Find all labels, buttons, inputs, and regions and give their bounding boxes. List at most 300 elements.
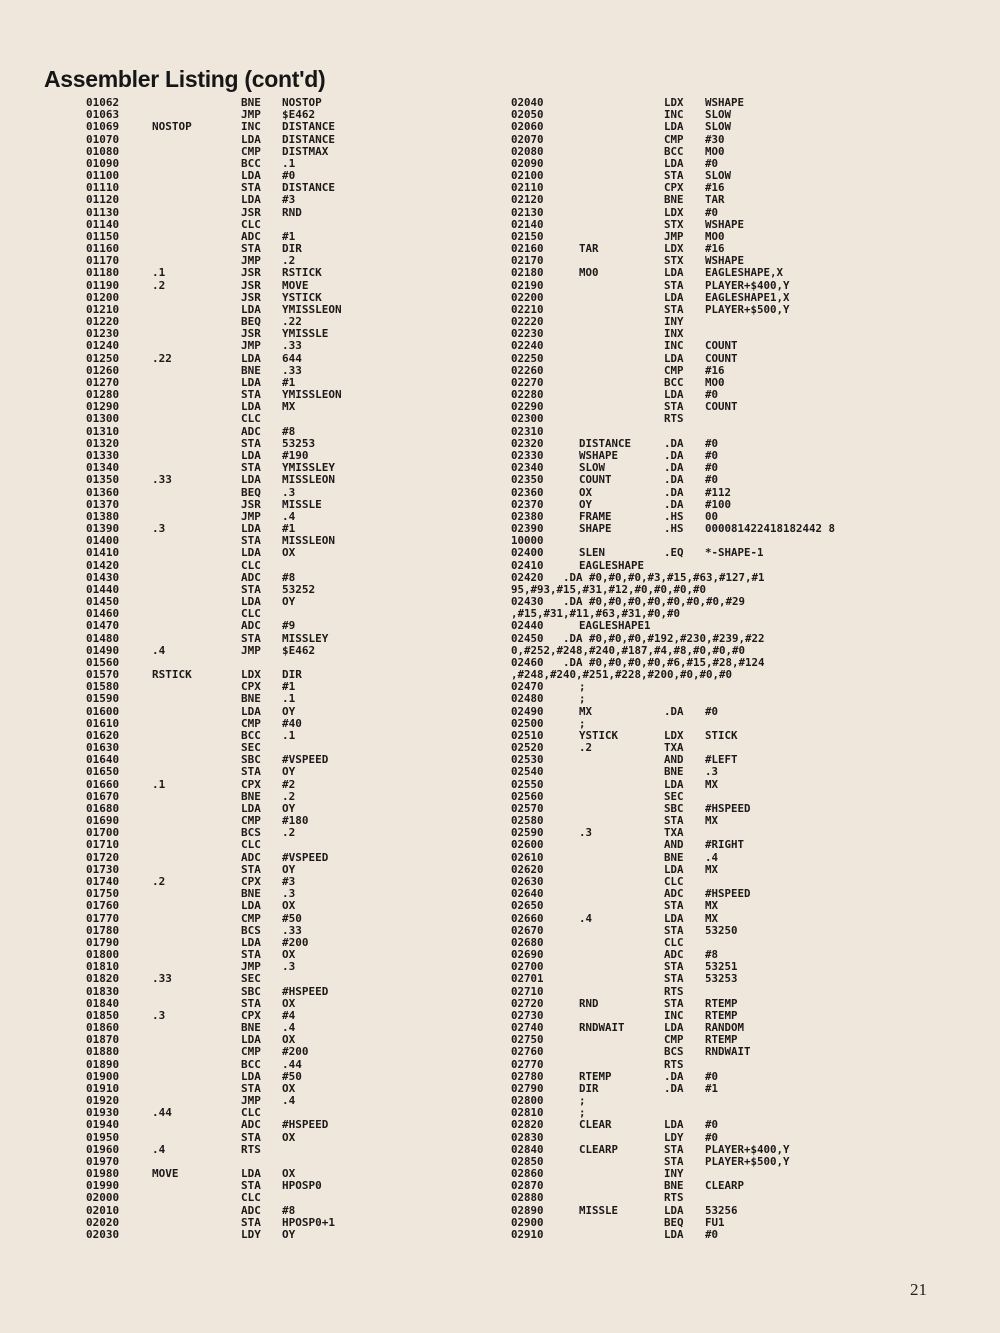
opcode: .DA	[664, 436, 684, 450]
line-number: 02640	[511, 887, 544, 901]
operand: OY	[282, 862, 296, 876]
opcode: STA	[241, 948, 261, 962]
opcode: CMP	[664, 1033, 684, 1047]
operand: OX	[282, 1081, 296, 1095]
line-number: 02390	[511, 522, 544, 536]
opcode: LDA	[241, 193, 261, 207]
listing-line	[86, 413, 491, 425]
operand: OY	[282, 595, 296, 609]
line-number: 02400	[511, 546, 544, 560]
line-number: 01790	[86, 935, 120, 949]
label: MO0	[579, 266, 599, 280]
opcode: JMP	[664, 229, 684, 243]
listing-line	[86, 706, 491, 718]
operand: SLOW	[705, 120, 732, 134]
opcode: LDA	[664, 1118, 684, 1132]
line-number: 02570	[511, 801, 544, 815]
listing-line	[511, 961, 981, 973]
line-number: 01990	[86, 1179, 120, 1193]
opcode: STA	[241, 461, 261, 475]
label: .3	[579, 826, 593, 840]
label: MISSLE	[579, 1203, 619, 1217]
opcode: CLC	[241, 412, 261, 426]
opcode: STA	[241, 242, 261, 256]
operand: #LEFT	[705, 753, 738, 767]
operand: .3	[282, 887, 296, 901]
listing-line	[511, 389, 981, 401]
listing-line	[86, 645, 491, 657]
listing-line	[86, 900, 491, 912]
label: OY	[579, 497, 593, 511]
opcode: STA	[664, 814, 684, 828]
listing-line	[86, 426, 491, 438]
line-number: 01140	[86, 217, 120, 231]
line-number: 01450	[86, 595, 120, 609]
listing-line	[511, 1059, 981, 1071]
line-number: 01610	[86, 716, 120, 730]
line-number: 02710	[511, 984, 544, 998]
listing-line	[511, 547, 981, 559]
continuation-text: 02430 .DA #0,#0,#0,#0,#0,#0,#0,#29	[511, 595, 746, 609]
opcode: TXA	[664, 826, 684, 840]
operand: #8	[705, 948, 719, 962]
opcode: JSR	[241, 327, 261, 341]
line-number: 02720	[511, 996, 544, 1010]
opcode: CPX	[241, 777, 261, 791]
operand: *-SHAPE-1	[705, 546, 764, 560]
line-number: 01860	[86, 1021, 120, 1035]
line-number: 02290	[511, 400, 544, 414]
label: ;	[579, 716, 586, 730]
operand: TAR	[705, 193, 725, 207]
opcode: INC	[664, 339, 684, 353]
operand: #40	[282, 716, 302, 730]
operand: MX	[705, 911, 719, 925]
operand: YMISSLE	[282, 327, 329, 341]
line-number: 01210	[86, 302, 120, 316]
opcode: INC	[241, 120, 261, 134]
operand: .3	[705, 765, 719, 779]
line-number: 01830	[86, 984, 120, 998]
opcode: INC	[664, 108, 684, 122]
operand: .33	[282, 339, 302, 353]
opcode: BCC	[241, 156, 261, 170]
operand: 53252	[282, 582, 316, 596]
line-number: 02620	[511, 862, 544, 876]
listing-line	[86, 730, 491, 742]
line-number: 02760	[511, 1045, 544, 1059]
line-number: 02120	[511, 193, 544, 207]
line-number: 01770	[86, 911, 120, 925]
opcode: SBC	[241, 984, 261, 998]
listing-line	[511, 742, 981, 754]
line-number: 02340	[511, 461, 544, 475]
operand: #16	[705, 181, 725, 195]
operand: COUNT	[705, 400, 738, 414]
operand: SLOW	[705, 108, 732, 122]
operand: #1	[282, 680, 296, 694]
opcode: LDX	[664, 205, 684, 219]
operand: WSHAPE	[705, 254, 745, 268]
label: TAR	[579, 242, 599, 256]
line-number: 02880	[511, 1191, 544, 1205]
opcode: .DA	[664, 461, 684, 475]
opcode: STA	[664, 400, 684, 414]
operand: HPOSP0	[282, 1179, 322, 1193]
operand: #200	[282, 935, 309, 949]
opcode: LDA	[241, 169, 261, 183]
opcode: STA	[664, 899, 684, 913]
line-number: 01940	[86, 1118, 120, 1132]
line-number: 01920	[86, 1094, 120, 1108]
line-number: 02500	[511, 716, 544, 730]
opcode: JMP	[241, 1094, 261, 1108]
operand: RTEMP	[705, 1008, 738, 1022]
listing-line	[511, 413, 981, 425]
line-number: 02520	[511, 741, 544, 755]
opcode: STA	[241, 1081, 261, 1095]
listing-line	[511, 194, 981, 206]
line-number: 02080	[511, 144, 544, 158]
opcode: STA	[241, 1130, 261, 1144]
line-number: 02740	[511, 1021, 544, 1035]
opcode: STA	[664, 169, 684, 183]
listing-line	[511, 925, 981, 937]
line-number: 01350	[86, 473, 120, 487]
line-number: 01230	[86, 327, 120, 341]
opcode: AND	[664, 753, 684, 767]
operand: #1	[282, 522, 296, 536]
operand: #HSPEED	[705, 801, 751, 815]
line-number: 01700	[86, 826, 120, 840]
opcode: LDA	[241, 132, 261, 146]
line-number: 01260	[86, 363, 120, 377]
line-number: 01680	[86, 801, 120, 815]
opcode: STA	[241, 388, 261, 402]
listing-line	[511, 426, 981, 438]
opcode: .DA	[664, 1081, 684, 1095]
label: .33	[152, 473, 172, 487]
label: CLEARP	[579, 1142, 619, 1156]
line-number: 02190	[511, 278, 544, 292]
opcode: AND	[664, 838, 684, 852]
listing-line	[86, 620, 491, 632]
listing-line	[511, 134, 981, 146]
line-number: 02680	[511, 935, 544, 949]
listing-line	[511, 754, 981, 766]
opcode: LDA	[241, 473, 261, 487]
listing-line	[511, 706, 981, 718]
line-number: 01810	[86, 960, 120, 974]
line-number: 01980	[86, 1167, 120, 1181]
line-number: 02550	[511, 777, 544, 791]
opcode: RTS	[664, 412, 684, 426]
operand: WSHAPE	[705, 96, 745, 109]
operand: .33	[282, 363, 302, 377]
operand: #0	[705, 1130, 719, 1144]
line-number: 01100	[86, 169, 120, 183]
operand: #180	[282, 814, 309, 828]
line-number: 02690	[511, 948, 544, 962]
opcode: LDX	[664, 728, 684, 742]
operand: #0	[705, 1118, 719, 1132]
opcode: LDA	[664, 388, 684, 402]
listing-line	[86, 267, 491, 279]
opcode: CMP	[241, 144, 261, 158]
opcode: STA	[664, 960, 684, 974]
operand: NOSTOP	[282, 96, 322, 109]
label: ;	[579, 692, 586, 706]
line-number: 02240	[511, 339, 544, 353]
line-number: 02770	[511, 1057, 544, 1071]
listing-line	[511, 888, 981, 900]
opcode: JSR	[241, 205, 261, 219]
listing-line	[86, 1059, 491, 1071]
label: DIR	[579, 1081, 599, 1095]
operand: OY	[282, 801, 296, 815]
opcode: JMP	[241, 254, 261, 268]
listing-line	[86, 779, 491, 791]
listing-line	[511, 158, 981, 170]
opcode: LDY	[664, 1130, 684, 1144]
listing-line	[511, 852, 981, 864]
continuation-text: ,#15,#31,#11,#63,#31,#0,#0	[511, 607, 681, 621]
line-number: 02780	[511, 1069, 544, 1083]
operand: RTEMP	[705, 996, 738, 1010]
opcode: STA	[664, 1154, 684, 1168]
line-number: 02030	[86, 1227, 120, 1241]
operand: #16	[705, 363, 725, 377]
opcode: BNE	[241, 1021, 261, 1035]
line-number: 01240	[86, 339, 120, 353]
listing-line	[86, 1046, 491, 1058]
opcode: JMP	[241, 339, 261, 353]
label: .4	[152, 643, 166, 657]
opcode: CPX	[241, 1008, 261, 1022]
line-number: 02610	[511, 850, 544, 864]
line-number: 02310	[511, 424, 544, 438]
operand: .2	[282, 254, 296, 268]
opcode: .DA	[664, 1069, 684, 1083]
label: WSHAPE	[579, 448, 619, 462]
opcode: LDA	[241, 1033, 261, 1047]
listing-line	[511, 170, 981, 182]
opcode: JMP	[241, 509, 261, 523]
line-number: 02040	[511, 96, 544, 109]
label: ;	[579, 1094, 586, 1108]
listing-line	[86, 913, 491, 925]
opcode: BNE	[241, 96, 261, 109]
opcode: ADC	[664, 948, 684, 962]
operand: #8	[282, 570, 296, 584]
opcode: LDA	[664, 1203, 684, 1217]
listing-line	[86, 1119, 491, 1131]
opcode: CPX	[664, 181, 684, 195]
listing-line	[511, 1156, 981, 1168]
continuation-text: 02450 .DA #0,#0,#0,#192,#230,#239,#22	[511, 631, 765, 645]
opcode: LDA	[664, 120, 684, 134]
opcode: LDA	[241, 801, 261, 815]
opcode: STA	[241, 1179, 261, 1193]
operand: #VSPEED	[282, 753, 329, 767]
line-number: 01310	[86, 424, 120, 438]
opcode: LDA	[664, 862, 684, 876]
operand: DISTMAX	[282, 144, 329, 158]
operand: DISTANCE	[282, 132, 335, 146]
line-number: 02250	[511, 351, 544, 365]
line-number: 01840	[86, 996, 120, 1010]
opcode: CMP	[241, 1045, 261, 1059]
opcode: JMP	[241, 643, 261, 657]
line-number: 01930	[86, 1106, 120, 1120]
operand: OX	[282, 546, 296, 560]
operand: MX	[705, 777, 719, 791]
line-number: 02840	[511, 1142, 544, 1156]
line-number: 01380	[86, 509, 120, 523]
line-number: 01170	[86, 254, 120, 268]
operand: MO0	[705, 375, 725, 389]
label: RND	[579, 996, 599, 1010]
line-number: 02650	[511, 899, 544, 913]
line-number: 01300	[86, 412, 120, 426]
opcode: .DA	[664, 485, 684, 499]
listing-line	[511, 146, 981, 158]
listing-line	[86, 1132, 491, 1144]
line-number: 02020	[86, 1215, 120, 1229]
listing-left-column	[86, 97, 491, 1241]
line-number: 01880	[86, 1045, 120, 1059]
line-number: 02110	[511, 181, 544, 195]
line-number: 01330	[86, 448, 120, 462]
line-number: 01490	[86, 643, 120, 657]
operand: .4	[705, 850, 719, 864]
operand: MX	[282, 400, 296, 414]
line-number: 02370	[511, 497, 544, 511]
line-number: 02170	[511, 254, 544, 268]
line-number: 01690	[86, 814, 120, 828]
operand: YMISSLEON	[282, 302, 342, 316]
operand: MX	[705, 814, 719, 828]
label: SLOW	[579, 461, 606, 475]
operand: #0	[705, 448, 719, 462]
line-number: 02660	[511, 911, 544, 925]
operand: WSHAPE	[705, 217, 745, 231]
opcode: STA	[664, 972, 684, 986]
operand: #1	[282, 229, 296, 243]
line-number: 01410	[86, 546, 120, 560]
operand: #30	[705, 132, 725, 146]
listing-line	[511, 803, 981, 815]
line-number: 01063	[86, 108, 120, 122]
opcode: CLC	[664, 935, 684, 949]
operand: #3	[282, 193, 296, 207]
opcode: RTS	[241, 1142, 261, 1156]
label: NOSTOP	[152, 120, 192, 134]
operand: #16	[705, 242, 725, 256]
opcode: JMP	[241, 960, 261, 974]
operand: $E462	[282, 643, 316, 657]
listing-line	[511, 109, 981, 121]
listing-line	[511, 340, 981, 352]
operand: #0	[705, 1227, 719, 1241]
opcode: SEC	[241, 972, 261, 986]
opcode: CPX	[241, 875, 261, 888]
opcode: RTS	[664, 1191, 684, 1205]
line-number: 02560	[511, 789, 544, 803]
line-number: 01850	[86, 1008, 120, 1022]
opcode: LDX	[664, 242, 684, 256]
line-number: 01630	[86, 741, 120, 755]
operand: #0	[705, 461, 719, 475]
operand: #4	[282, 1008, 296, 1022]
operand: .3	[282, 960, 296, 974]
line-number: 01760	[86, 899, 120, 913]
opcode: SEC	[664, 789, 684, 803]
label: CLEAR	[579, 1118, 612, 1132]
line-number: 02730	[511, 1008, 544, 1022]
opcode: SBC	[241, 753, 261, 767]
operand: #0	[705, 436, 719, 450]
listing-line	[511, 693, 981, 705]
label: .22	[152, 351, 172, 365]
operand: .1	[282, 692, 296, 706]
opcode: STA	[664, 302, 684, 316]
line-number: 02000	[86, 1191, 120, 1205]
line-number: 01560	[86, 655, 120, 669]
opcode: RTS	[664, 984, 684, 998]
listing-line	[86, 474, 491, 486]
operand: PLAYER+$500,Y	[705, 1154, 790, 1168]
operand: STICK	[705, 728, 738, 742]
operand: OX	[282, 1167, 296, 1181]
operand: #9	[282, 619, 296, 633]
page-number: 21	[910, 1280, 927, 1299]
continuation-text: ,#248,#240,#251,#228,#200,#0,#0,#0	[511, 668, 733, 682]
line-number: 02090	[511, 156, 544, 170]
opcode: CMP	[241, 911, 261, 925]
operand: MX	[705, 899, 719, 913]
label: .1	[152, 266, 166, 280]
operand: MOVE	[282, 278, 309, 292]
operand: .1	[282, 728, 296, 742]
operand: HPOSP0+1	[282, 1215, 335, 1229]
opcode: STA	[241, 631, 261, 645]
opcode: STA	[664, 923, 684, 937]
opcode: ADC	[241, 1203, 261, 1217]
label: MOVE	[152, 1167, 179, 1181]
operand: MISSLEY	[282, 631, 329, 645]
line-number: 01370	[86, 497, 120, 511]
operand: 53253	[282, 436, 316, 450]
listing-line	[86, 121, 491, 133]
label: .4	[579, 911, 593, 925]
line-number: 01320	[86, 436, 120, 450]
opcode: JSR	[241, 290, 261, 304]
line-number: 01110	[86, 181, 120, 195]
listing-line	[86, 547, 491, 559]
operand: .1	[282, 156, 296, 170]
listing-line	[511, 207, 981, 219]
listing-line	[511, 949, 981, 961]
line-number: 02180	[511, 266, 544, 280]
line-number: 02010	[86, 1203, 120, 1217]
opcode: LDA	[241, 899, 261, 913]
line-number: 02220	[511, 315, 544, 329]
opcode: BCC	[664, 375, 684, 389]
opcode: STA	[664, 278, 684, 292]
line-number: 02860	[511, 1167, 544, 1181]
opcode: INY	[664, 315, 684, 329]
